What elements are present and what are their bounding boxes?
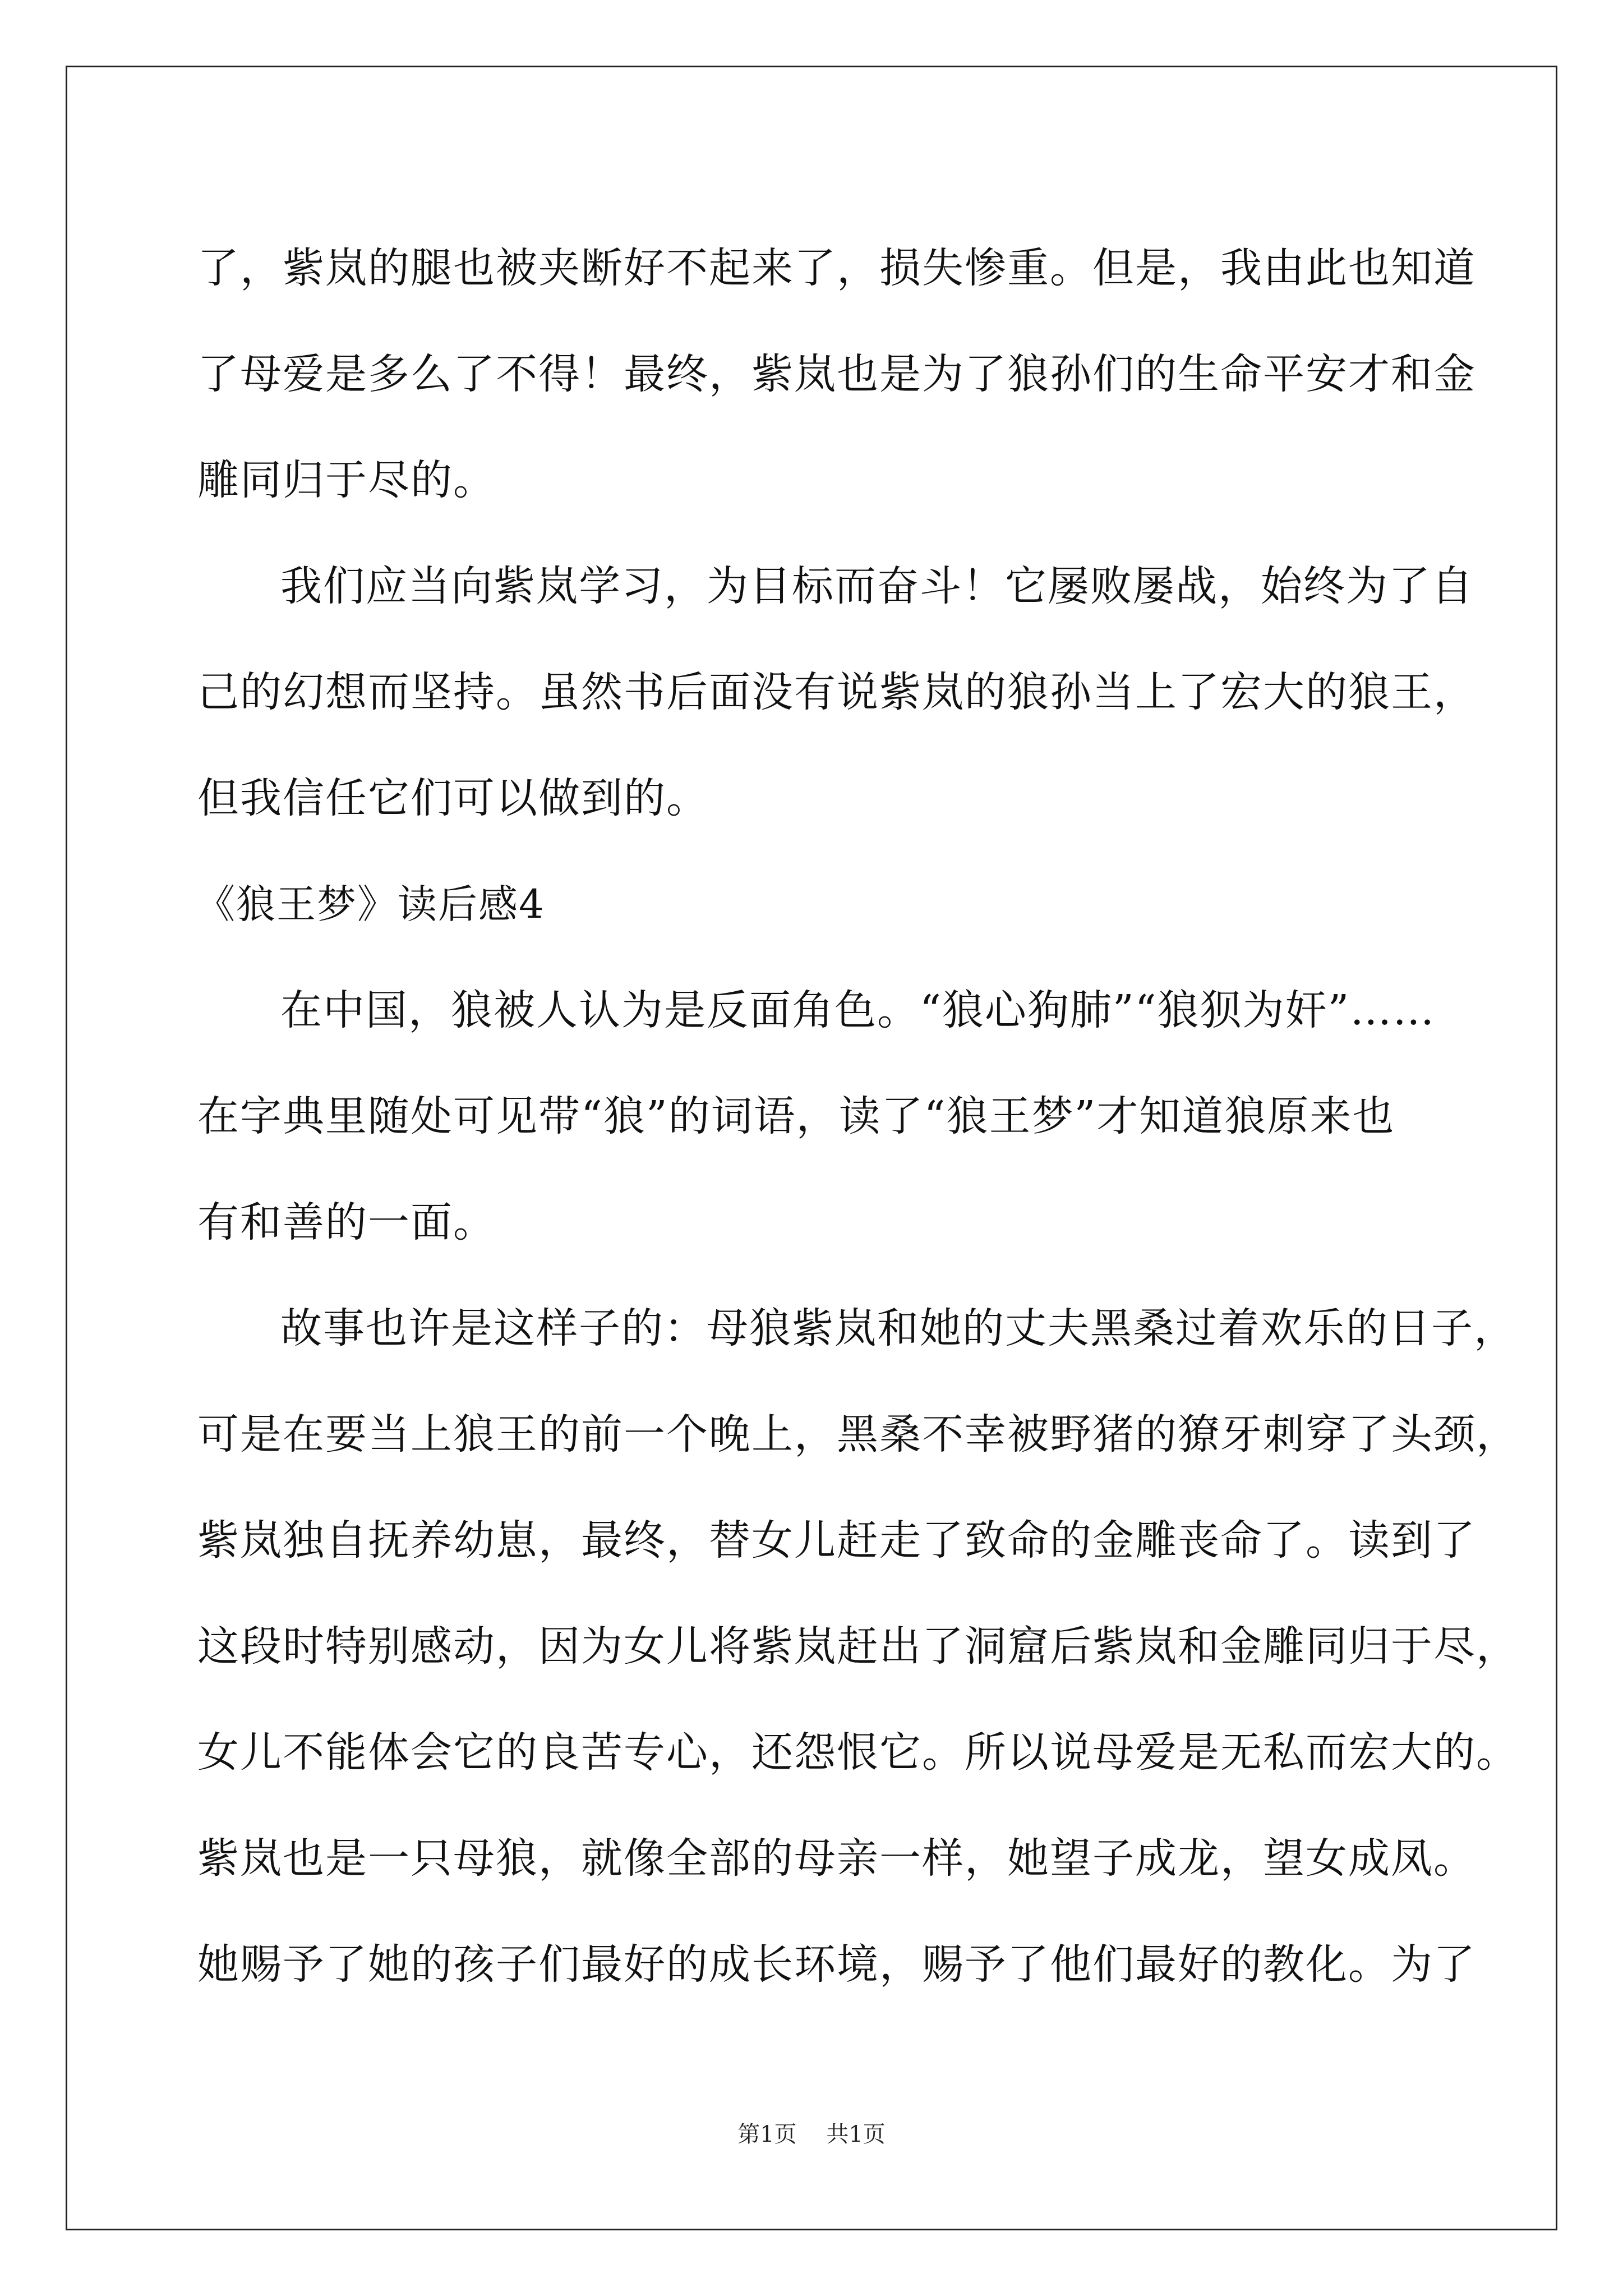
section-heading: 《狼王梦》读后感4 xyxy=(196,881,545,927)
paragraph-line: 这段时特别感动，因为女儿将紫岚赶出了洞窟后紫岚和金雕同归于尽， xyxy=(197,1622,1519,1671)
paragraph-line: 紫岚也是一只母狼，就像全部的母亲一样，她望子成龙，望女成凤。 xyxy=(197,1834,1476,1883)
paragraph-line: 己的幻想而坚持。虽然书后面没有说紫岚的狼孙当上了宏大的狼王， xyxy=(197,668,1476,716)
paragraph-line: 在字典里随处可见带“狼”的词语，读了“狼王梦”才知道狼原来也 xyxy=(197,1092,1395,1140)
paragraph-line: 但我信任它们可以做到的。 xyxy=(197,774,709,822)
paragraph-line: 故事也许是这样子的：母狼紫岚和她的丈夫黑桑过着欢乐的日子， xyxy=(280,1304,1516,1352)
paragraph-line: 女儿不能体会它的良苦专心，还怨恨它。所以说母爱是无私而宏大的。 xyxy=(197,1728,1519,1777)
paragraph-line: 她赐予了她的孩子们最好的成长环境，赐予了他们最好的教化。为了 xyxy=(197,1940,1476,1989)
page-number: 第1页 xyxy=(737,2122,797,2147)
paragraph-line: 有和善的一面。 xyxy=(197,1198,496,1246)
document-body xyxy=(196,215,1519,2018)
paragraph-line: 了，紫岚的腿也被夹断好不起来了，损失惨重。但是，我由此也知道 xyxy=(197,244,1476,292)
paragraph-line: 可是在要当上狼王的前一个晚上，黑桑不幸被野猪的獠牙刺穿了头颈， xyxy=(197,1410,1519,1458)
paragraph-line: 在中国，狼被人认为是反面角色。“狼心狗肺”“狼狈为奸”…… xyxy=(280,986,1436,1034)
paragraph-line: 紫岚独自抚养幼崽，最终，替女儿赶走了致命的金雕丧命了。读到了 xyxy=(197,1516,1476,1565)
paragraph-line: 我们应当向紫岚学习，为目标而奋斗！它屡败屡战，始终为了自 xyxy=(280,562,1474,610)
page-total: 共1页 xyxy=(826,2122,886,2147)
page-footer xyxy=(0,2118,1623,2151)
paragraph-line: 雕同归于尽的。 xyxy=(197,456,496,504)
paragraph-line: 了母爱是多么了不得！最终，紫岚也是为了狼孙们的生命平安才和金 xyxy=(197,350,1476,398)
